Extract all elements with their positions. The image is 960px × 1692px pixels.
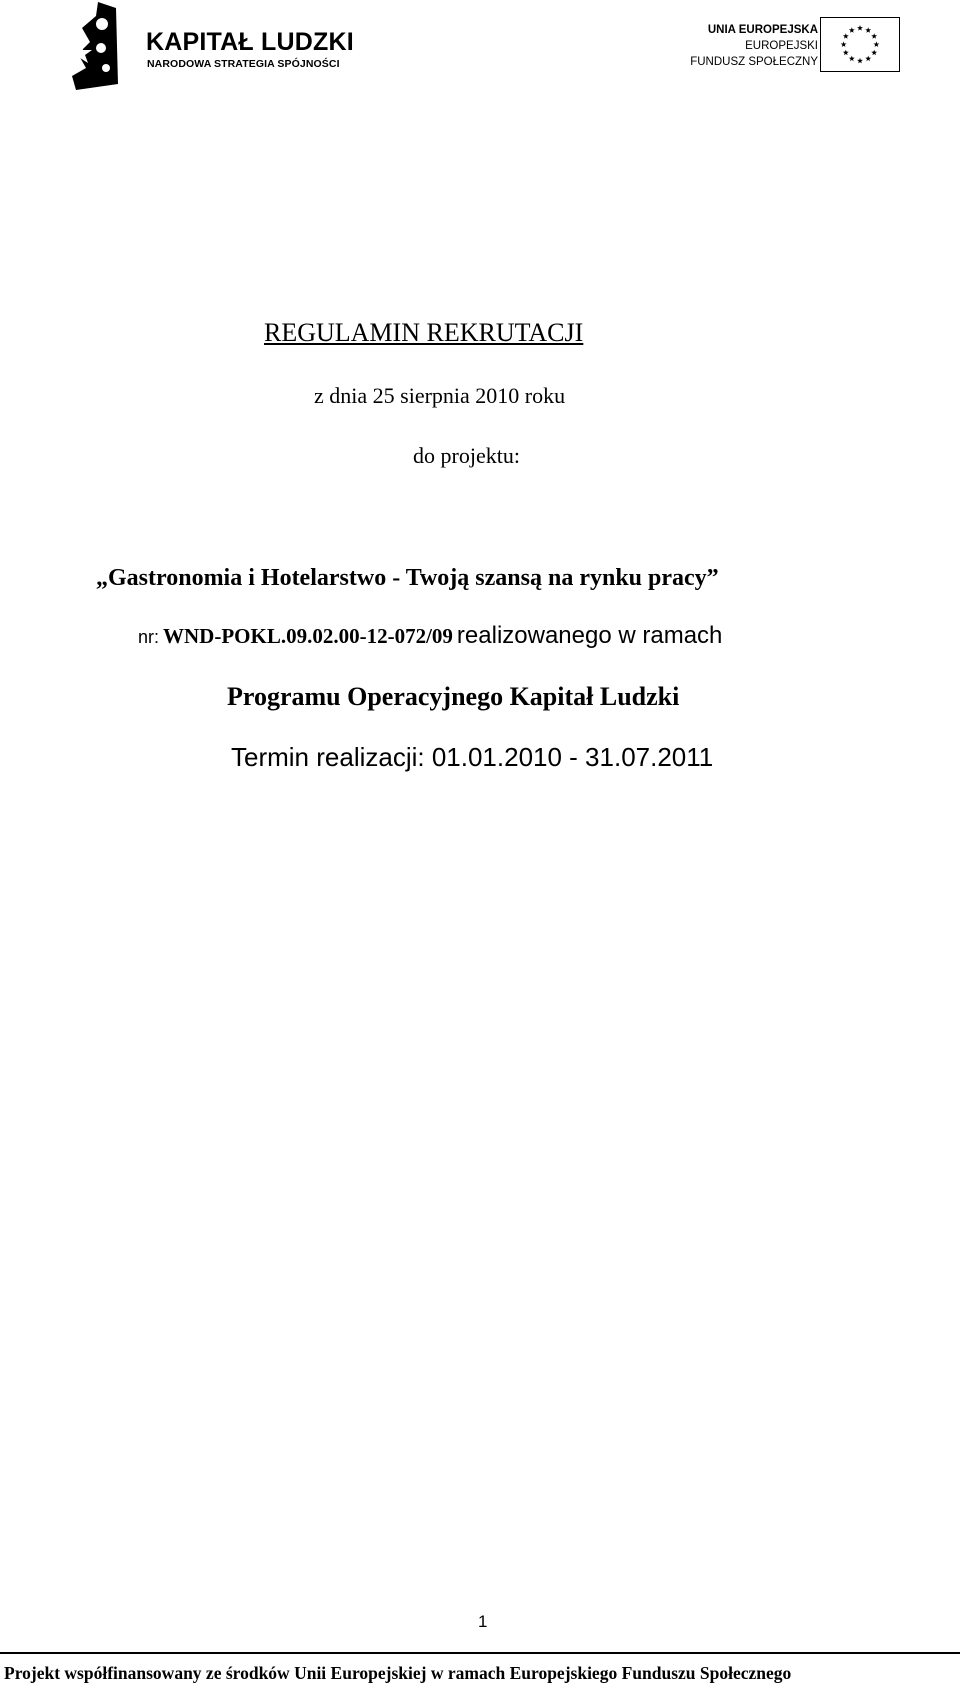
kapital-ludzki-subtitle: NARODOWA STRATEGIA SPÓJNOŚCI [147,58,340,70]
project-number-label: nr: [138,627,160,647]
eu-star-icon [841,41,847,47]
project-term: Termin realizacji: 01.01.2010 - 31.07.2011 [231,742,714,772]
eu-star-icon [871,33,877,39]
project-intro: do projektu: [413,443,520,468]
eu-star-icon [865,27,871,33]
footer-text: Projekt współfinansowany ze środków Unii Europejskiej w ramach Europejskiego Funduszu Społecznego [4,1663,792,1683]
document-date: z dnia 25 sierpnia 2010 roku [314,383,566,408]
project-number-value: WND-POKL.09.02.00-12-072/09 [163,624,453,648]
eu-star-icon [849,27,855,33]
eu-stars-flag-icon [820,17,900,72]
eu-logo-line-3: FUNDUSZ SPOŁECZNY [690,56,818,68]
eu-star-icon [865,56,871,62]
eu-logo-line-1: UNIA EUROPEJSKA [707,24,818,36]
kapital-ludzki-mark-icon [68,2,128,90]
eu-star-icon [857,25,863,31]
kapital-ludzki-title: KAPITAŁ LUDZKI [146,28,354,56]
eu-star-icon [843,50,849,56]
project-number-line [138,622,722,650]
kapital-ludzki-logo [68,2,368,90]
eu-star-icon [857,58,863,64]
footer-divider [0,1652,960,1654]
project-name: „Gastronomia i Hotelarstwo - Twoją szansą na rynku pracy” [96,565,719,591]
document-title: REGULAMIN REKRUTACJI [264,318,584,347]
eu-logo-line-2: EUROPEJSKI [745,40,818,52]
eu-star-icon [849,56,855,62]
eu-star-icon [873,41,879,47]
page-number: 1 [478,1612,488,1631]
eu-star-icon [871,50,877,56]
project-number-suffix: realizowanego w ramach [456,622,723,649]
eu-star-icon [843,33,849,39]
programme-name: Programu Operacyjnego Kapitał Ludzki [227,682,680,711]
eu-logo [668,14,900,76]
